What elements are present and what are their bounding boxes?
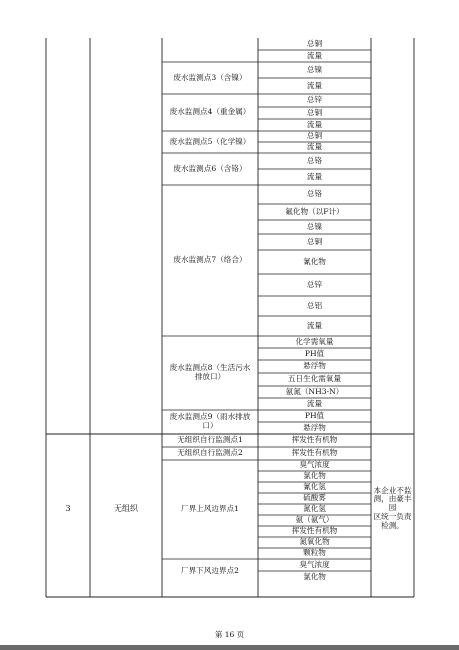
monitoring-item: 臭气浓度	[299, 460, 330, 470]
monitoring-point: 废水监测点7（络合）	[173, 255, 247, 265]
monitoring-item: 总镍	[306, 221, 323, 231]
monitoring-point: 废水监测点9（雨水排放 口）	[169, 412, 251, 430]
monitoring-item: 总铜	[306, 131, 323, 141]
row-number: 3	[65, 503, 71, 513]
monitoring-item: 总铬	[306, 155, 323, 165]
monitoring-item: 流量	[306, 142, 323, 152]
row-note	[372, 38, 413, 434]
scan-edge	[0, 645, 459, 650]
monitoring-item: 悬浮物	[303, 422, 326, 432]
monitoring-item: 流量	[306, 50, 323, 60]
monitoring-item: 总铜	[306, 236, 323, 246]
monitoring-item: 氮化氢	[303, 504, 326, 514]
monitoring-item: 五日生化需氧量	[287, 374, 342, 384]
monitoring-item: 总铝	[306, 300, 323, 310]
monitoring-point: 废水监测点5（化学镍）	[169, 136, 251, 146]
monitoring-item: 流量	[306, 398, 323, 408]
monitoring-item: 氨氮（NH3-N）	[285, 386, 344, 396]
monitoring-item: 悬浮物	[303, 361, 326, 371]
monitoring-point: 废水监测点6（含铬）	[173, 163, 247, 173]
monitoring-point: 厂界上风边界点1	[181, 504, 239, 514]
page-number: 第 16 页	[214, 630, 245, 639]
monitoring-item: 挥发性有机物	[291, 448, 338, 458]
monitoring-item: 流量	[306, 171, 323, 181]
monitoring-item: 总锌	[306, 279, 323, 289]
monitoring-item: 氯化物	[303, 571, 326, 581]
monitoring-item: 颗粒物	[303, 548, 326, 558]
monitoring-point: 厂界下风边界点2	[181, 565, 239, 575]
monitoring-item: 挥发性有机物	[291, 435, 338, 445]
monitoring-item: 氯化物	[303, 471, 326, 481]
monitoring-item: 氟化物（以F计）	[285, 206, 344, 216]
monitoring-point	[163, 38, 257, 62]
monitoring-item: 臭气浓度	[299, 559, 330, 569]
row-note: 本企业不监 测，由豪丰园 区统一负责 检测。	[373, 485, 412, 530]
monitoring-item: 挥发性有机物	[291, 526, 338, 536]
monitoring-item: 硫酸雾	[303, 493, 326, 503]
monitoring-item: 总镍	[306, 64, 323, 74]
monitoring-item: 氰化氢	[303, 482, 326, 492]
row-number	[47, 38, 89, 434]
monitoring-item: 氨（氨气）	[295, 515, 334, 525]
monitoring-item: 化学需氧量	[295, 336, 334, 346]
monitoring-point: 废水监测点4（重金属）	[169, 107, 251, 117]
monitoring-point: 废水监测点3（含镍）	[173, 72, 247, 82]
monitoring-item: 氰化物	[303, 256, 326, 266]
monitoring-point: 无组织自行监测点2	[177, 448, 243, 458]
monitoring-item: 流量	[306, 80, 323, 90]
monitoring-item: 流量	[306, 320, 323, 330]
monitoring-item: 总锌	[306, 95, 323, 105]
monitoring-item: PH值	[304, 348, 325, 358]
monitoring-point: 无组织自行监测点1	[177, 435, 243, 445]
row-category: 无组织	[114, 503, 138, 513]
monitoring-point: 废水监测点8（生活污水 排放口）	[169, 363, 251, 381]
row-category	[91, 38, 161, 434]
monitoring-item: 总铬	[306, 189, 323, 199]
monitoring-item: 总铜	[306, 107, 323, 117]
monitoring-item: 流量	[306, 119, 323, 129]
monitoring-item: 氮氧化物	[299, 537, 330, 547]
monitoring-item: PH值	[304, 410, 325, 420]
monitoring-item: 总铜	[306, 38, 323, 48]
